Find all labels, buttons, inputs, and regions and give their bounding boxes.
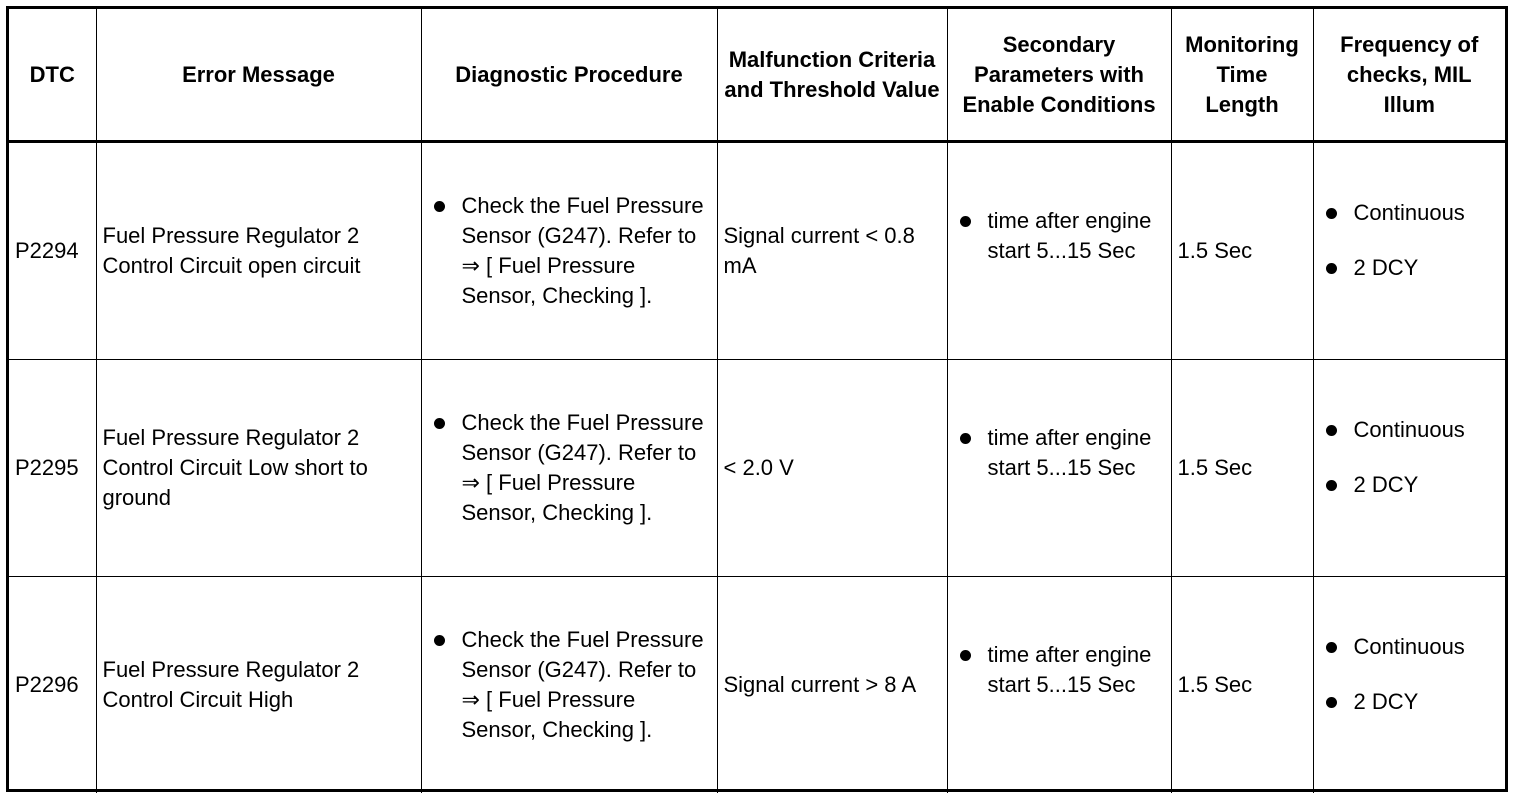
error-message: Fuel Pressure Regulator 2 Control Circuit High [96, 577, 421, 794]
enable-conditions-cell [947, 577, 1171, 794]
frequency-item: Continuous [1320, 198, 1500, 228]
malfunction-criteria: Signal current < 0.8 mA [717, 142, 947, 360]
header-row [9, 9, 1505, 142]
enable-condition-item: time after engine start 5...15 Sec [954, 640, 1165, 700]
header-frequency: Frequency of checks, MIL Illum [1313, 9, 1505, 142]
monitoring-time: 1.5 Sec [1171, 360, 1313, 577]
header-secondary-parameters: Secondary Parameters with Enable Conditions [947, 9, 1171, 142]
enable-condition-item: time after engine start 5...15 Sec [954, 206, 1165, 266]
dtc-table [9, 9, 1505, 793]
enable-conditions-cell [947, 142, 1171, 360]
enable-condition-item: time after engine start 5...15 Sec [954, 423, 1165, 483]
dtc-code: P2294 [9, 142, 96, 360]
malfunction-criteria: Signal current > 8 A [717, 577, 947, 794]
dtc-code: P2296 [9, 577, 96, 794]
malfunction-criteria: < 2.0 V [717, 360, 947, 577]
frequency-cell [1313, 577, 1505, 794]
frequency-item: Continuous [1320, 415, 1500, 445]
diagnostic-procedure-cell [421, 142, 717, 360]
dtc-table-frame [6, 6, 1508, 792]
header-monitoring-time: Monitoring Time Length [1171, 9, 1313, 142]
frequency-item: Continuous [1320, 632, 1500, 662]
header-dtc: DTC [9, 9, 96, 142]
error-message: Fuel Pressure Regulator 2 Control Circuit Low short to ground [96, 360, 421, 577]
diagnostic-procedure-cell [421, 577, 717, 794]
table-row [9, 142, 1505, 360]
mil-item: 2 DCY [1320, 687, 1500, 717]
mil-item: 2 DCY [1320, 470, 1500, 500]
dtc-code: P2295 [9, 360, 96, 577]
procedure-item: Check the Fuel Pressure Sensor (G247). Refer to ⇒ [ Fuel Pressure Sensor, Checking ]. [428, 408, 711, 528]
procedure-item: Check the Fuel Pressure Sensor (G247). Refer to ⇒ [ Fuel Pressure Sensor, Checking ]. [428, 191, 711, 311]
table-row [9, 360, 1505, 577]
header-malfunction-criteria: Malfunction Criteria and Threshold Value [717, 9, 947, 142]
monitoring-time: 1.5 Sec [1171, 577, 1313, 794]
procedure-item: Check the Fuel Pressure Sensor (G247). Refer to ⇒ [ Fuel Pressure Sensor, Checking ]. [428, 625, 711, 745]
header-diagnostic-procedure: Diagnostic Procedure [421, 9, 717, 142]
frequency-cell [1313, 142, 1505, 360]
header-error-message: Error Message [96, 9, 421, 142]
table-row [9, 577, 1505, 794]
mil-item: 2 DCY [1320, 253, 1500, 283]
enable-conditions-cell [947, 360, 1171, 577]
frequency-cell [1313, 360, 1505, 577]
error-message: Fuel Pressure Regulator 2 Control Circuit open circuit [96, 142, 421, 360]
diagnostic-procedure-cell [421, 360, 717, 577]
monitoring-time: 1.5 Sec [1171, 142, 1313, 360]
